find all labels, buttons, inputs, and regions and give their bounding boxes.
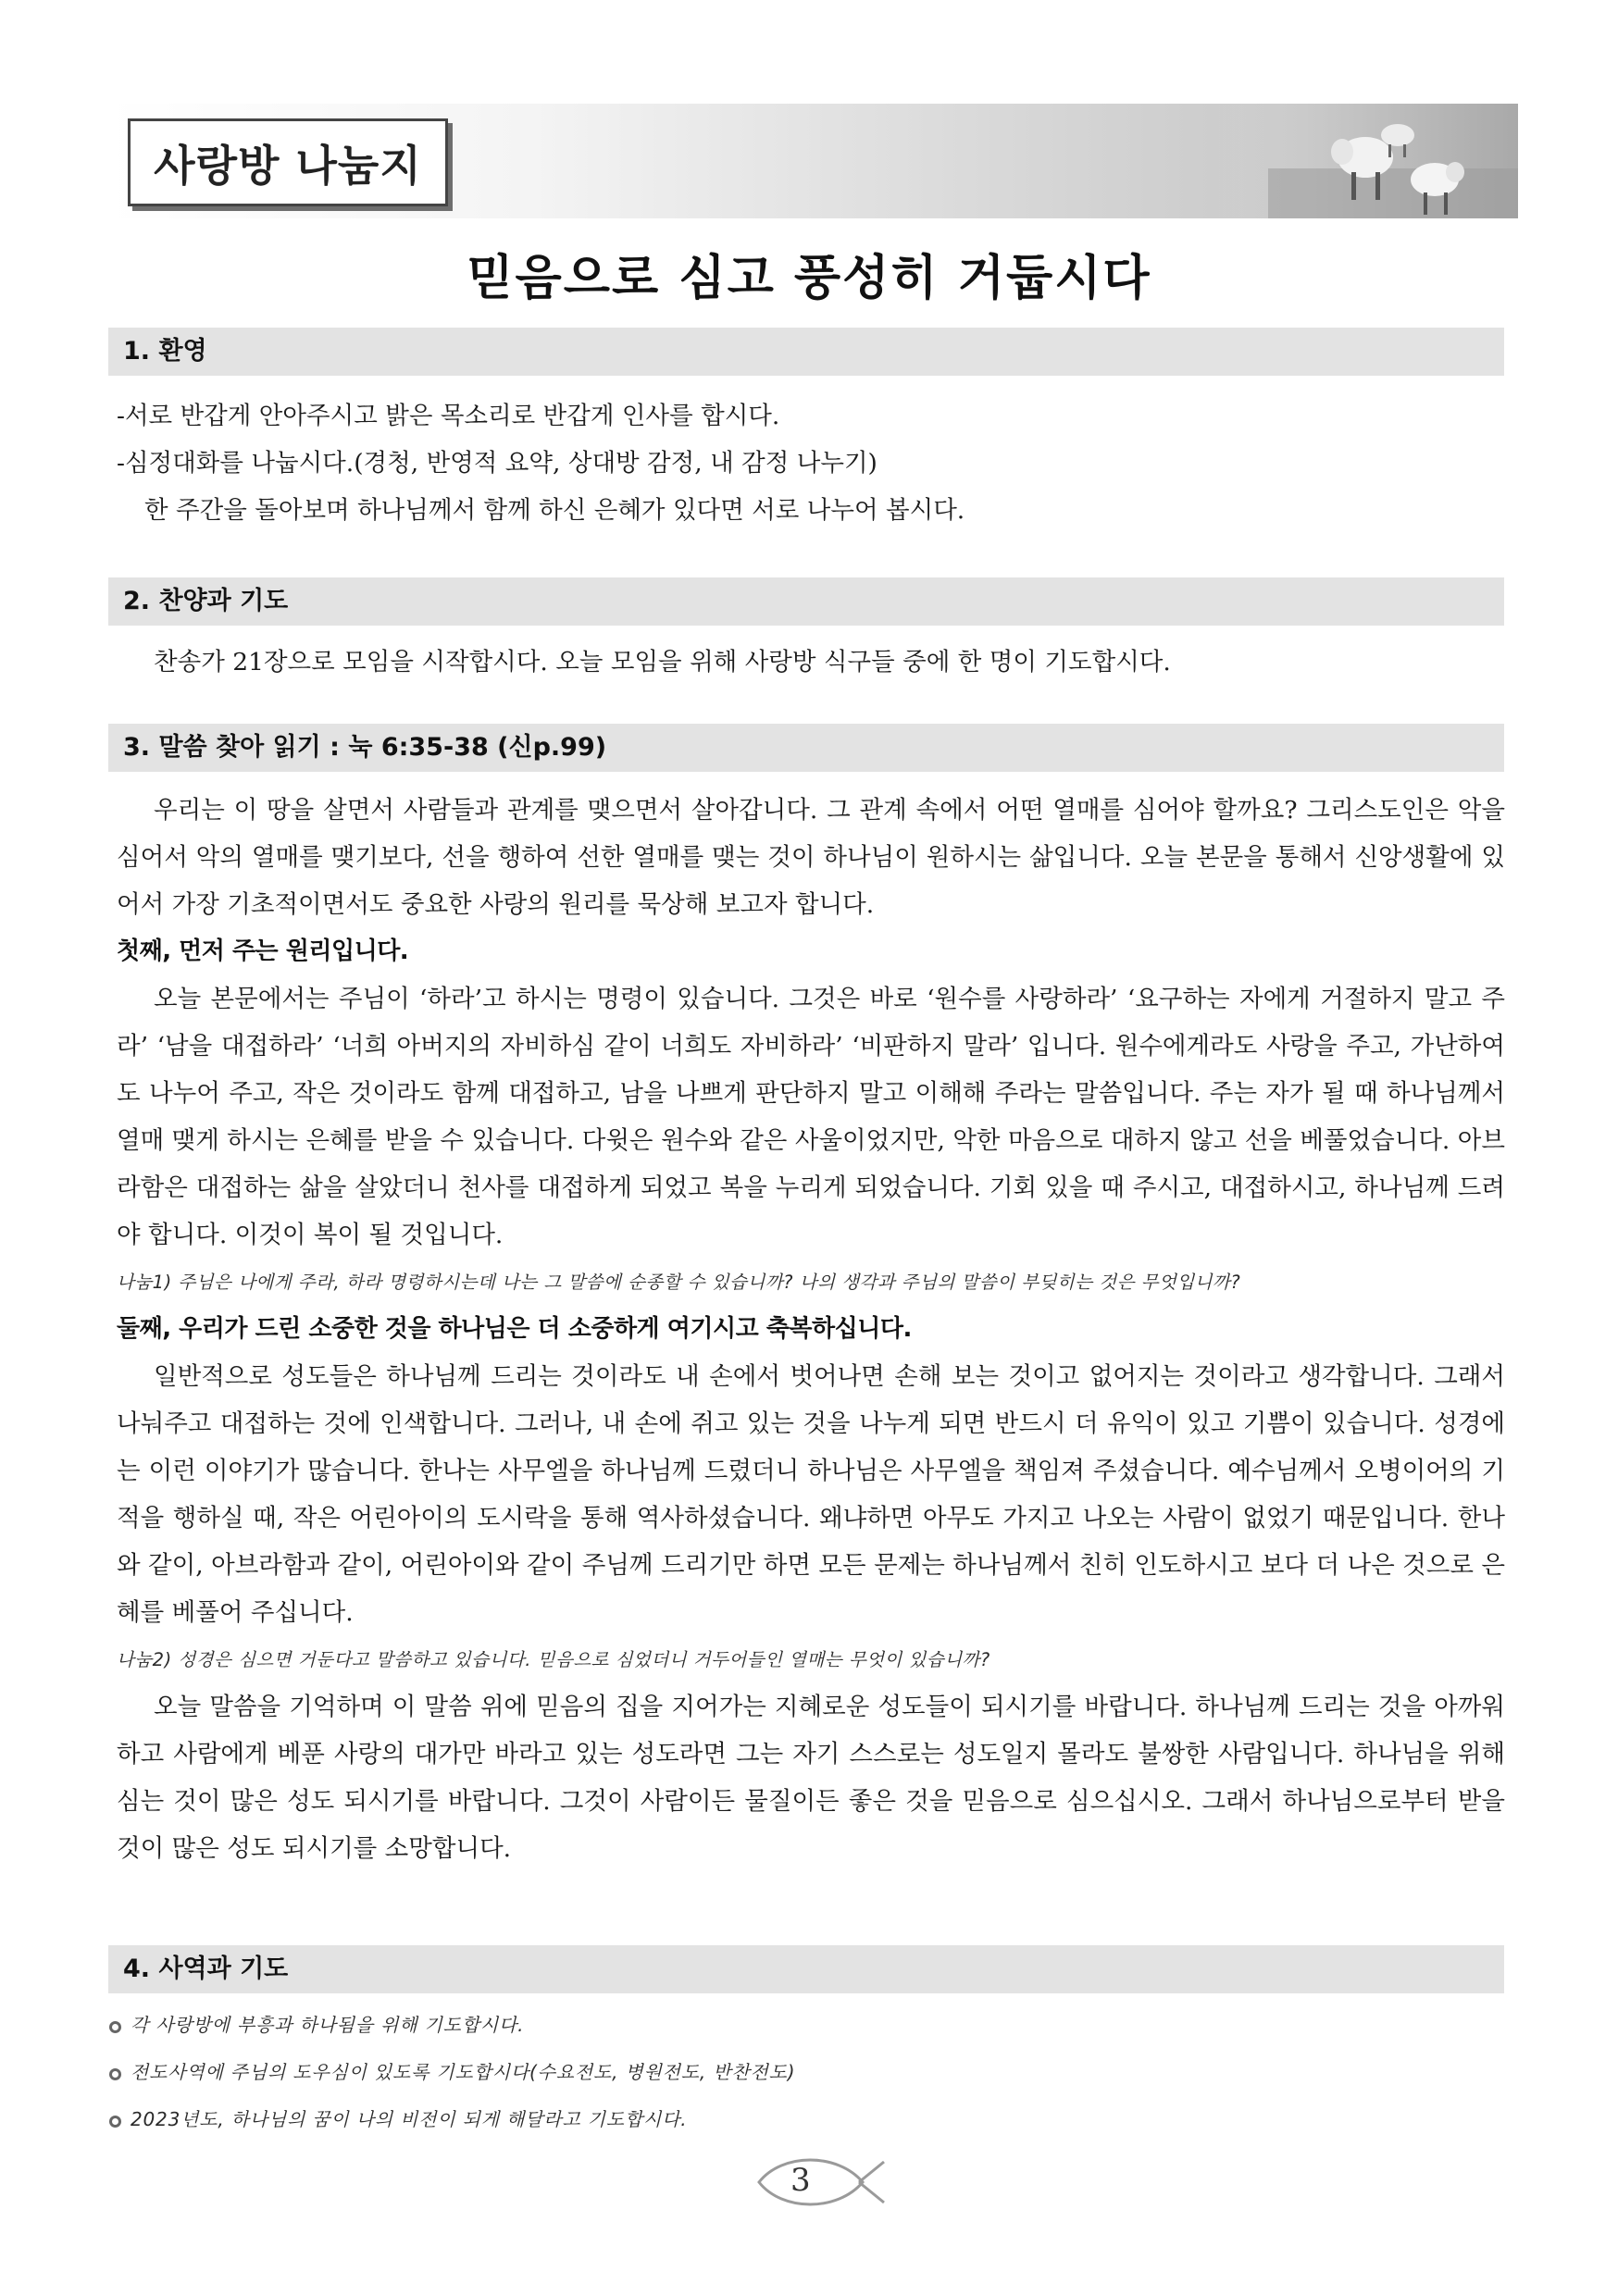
page-number-label: 3 xyxy=(790,2162,811,2199)
worship-text xyxy=(117,639,1505,686)
word-body xyxy=(117,787,1505,1872)
bullet-icon xyxy=(109,2021,121,2033)
prayer-item xyxy=(109,2104,1498,2131)
point1-text: 오늘 본문에서는 주님이 ‘하라’고 하시는 명령이 있습니다. 그것은 바로 ‘원수를 사랑하라’ ‘요구하는 자에게 거절하지 말고 주라’ ‘남을 대접하라’ ‘너희 아버지의 자비하심 같이 너희도 자비하라’ ‘비판하지 말라’ 입니다. 원수에게라도 사랑을 주고, 가난하여도 나누어 주고, 작은 것이라도 함께 대접하고, 남을 나쁘게 판단하지 말고 이해해 주라는 말씀입니다. 주는 자가 될 때 하나님께서 열매 맺게 하시는 은혜를 받을 수 있습니다. 다윗은 원수와 같은 사울이었지만, 악한 마음으로 대하지 않고 선을 베풀었습니다. 아브라함은 대접하는 삶을 살았더니 천사를 대접하게 되었고 복을 누리게 되었습니다. 기회 있을 때 주시고, 대접하시고, 하나님께 드려야 합니다. 이것이 복이 될 것입니다. xyxy=(117,985,1505,1249)
page-number xyxy=(750,2145,889,2219)
point2-text: 일반적으로 성도들은 하나님께 드리는 것이라도 내 손에서 벗어나면 손해 보는 것이고 없어지는 것이라고 생각합니다. 그래서 나눠주고 대접하는 것에 인색합니다. 그러나, 내 손에 쥐고 있는 것을 나누게 되면 반드시 더 유익이 있고 기쁨이 있습니다. 성경에는 이런 이야기가 많습니다. 한나는 사무엘을 하나님께 드렸더니 하나님은 사무엘을 책임져 주셨습니다. 예수님께서 오병이어의 기적을 행하실 때, 작은 어린아이의 도시락을 통해 역사하셨습니다. 왜냐하면 아무도 가지고 나오는 사람이 없었기 때문입니다. 한나와 같이, 아브라함과 같이, 어린아이와 같이 주님께 드리기만 하면 모든 문제는 하나님께서 친히 인도하시고 보다 더 나은 것으로 은혜를 베풀어 주십니다. xyxy=(117,1362,1505,1627)
worship-paragraph: 찬송가 21장으로 모임을 시작합시다. 오늘 모임을 위해 사랑방 식구들 중에 한 명이 기도합시다. xyxy=(154,648,1171,676)
fish-icon xyxy=(750,2145,889,2219)
share-question-1: 나눔1) 주님은 나에게 주라, 하라 명령하시는데 나는 그 말씀에 순종할 수 있습니까? 나의 생각과 주님의 말씀이 부딪히는 것은 무엇입니까? xyxy=(117,1272,1241,1293)
share-question-2: 나눔2) 성경은 심으면 거둔다고 말씀하고 있습니다. 믿음으로 심었더니 거두어들인 열매는 무엇이 있습니까? xyxy=(117,1649,990,1670)
section-badge xyxy=(128,118,448,206)
point1-heading: 첫째, 먼저 주는 원리입니다. xyxy=(117,937,409,965)
prayer-text-1: 각 사랑방에 부흥과 하나됨을 위해 기도합시다. xyxy=(131,2014,525,2036)
section-heading-welcome: 1. 환영 xyxy=(108,328,1504,376)
prayer-item xyxy=(109,2010,1498,2037)
welcome-line-3: 한 주간을 돌아보며 하나님께서 함께 하신 은혜가 있다면 서로 나누어 봅시다. xyxy=(144,496,965,525)
welcome-line-2: -심정대화를 나눕시다.(경청, 반영적 요약, 상대방 감정, 내 감정 나누기) xyxy=(117,449,877,478)
bullet-icon xyxy=(109,2116,121,2128)
word-intro: 우리는 이 땅을 살면서 사람들과 관계를 맺으면서 살아갑니다. 그 관계 속에서 어떤 열매를 심어야 할까요? 그리스도인은 악을 심어서 악의 열매를 맺기보다, 선을 행하여 선한 열매를 맺는 것이 하나님이 원하시는 삶입니다. 오늘 본문을 통해서 신앙생활에 있어서 가장 기초적이면서도 중요한 사랑의 원리를 묵상해 보고자 합니다. xyxy=(117,796,1505,919)
page-title: 믿음으로 심고 풍성히 거둡시다 xyxy=(467,251,1151,306)
section-heading-word: 3. 말씀 찾아 읽기 : 눅 6:35-38 (신p.99) xyxy=(108,724,1504,772)
word-closing: 오늘 말씀을 기억하며 이 말씀 위에 믿음의 집을 지어가는 지혜로운 성도들이 되시기를 바랍니다. 하나님께 드리는 것을 아까워하고 사람에게 베푼 사랑의 대가만 바라고 있는 성도라면 그는 자기 스스로는 성도일지 몰라도 불쌍한 사람입니다. 하나님을 위해 심는 것이 많은 성도 되시기를 바랍니다. 그것이 사람이든 물질이든 좋은 것을 믿음으로 심으십시오. 그래서 하나님으로부터 받을 것이 많은 성도 되시기를 소망합니다. xyxy=(117,1693,1505,1863)
prayer-text-2: 전도사역에 주님의 도우심이 있도록 기도합시다(수요전도, 병원전도, 반찬전도) xyxy=(131,2061,796,2083)
welcome-line-1: -서로 반갑게 안아주시고 밝은 목소리로 반갑게 인사를 합시다. xyxy=(117,402,780,430)
sheep-photo xyxy=(1213,104,1518,218)
prayer-text-3: 2023년도, 하나님의 꿈이 나의 비전이 되게 해달라고 기도합시다. xyxy=(131,2108,688,2130)
point2-heading: 둘째, 우리가 드린 소중한 것을 하나님은 더 소중하게 여기시고 축복하십니다. xyxy=(117,1315,912,1343)
badge-label: 사랑방 나눔지 xyxy=(154,140,422,191)
welcome-text xyxy=(117,392,1505,534)
section-heading-mission: 4. 사역과 기도 xyxy=(108,1945,1504,1993)
prayer-item xyxy=(109,2057,1498,2084)
bullet-icon xyxy=(109,2068,121,2080)
section-heading-worship: 2. 찬양과 기도 xyxy=(108,577,1504,626)
